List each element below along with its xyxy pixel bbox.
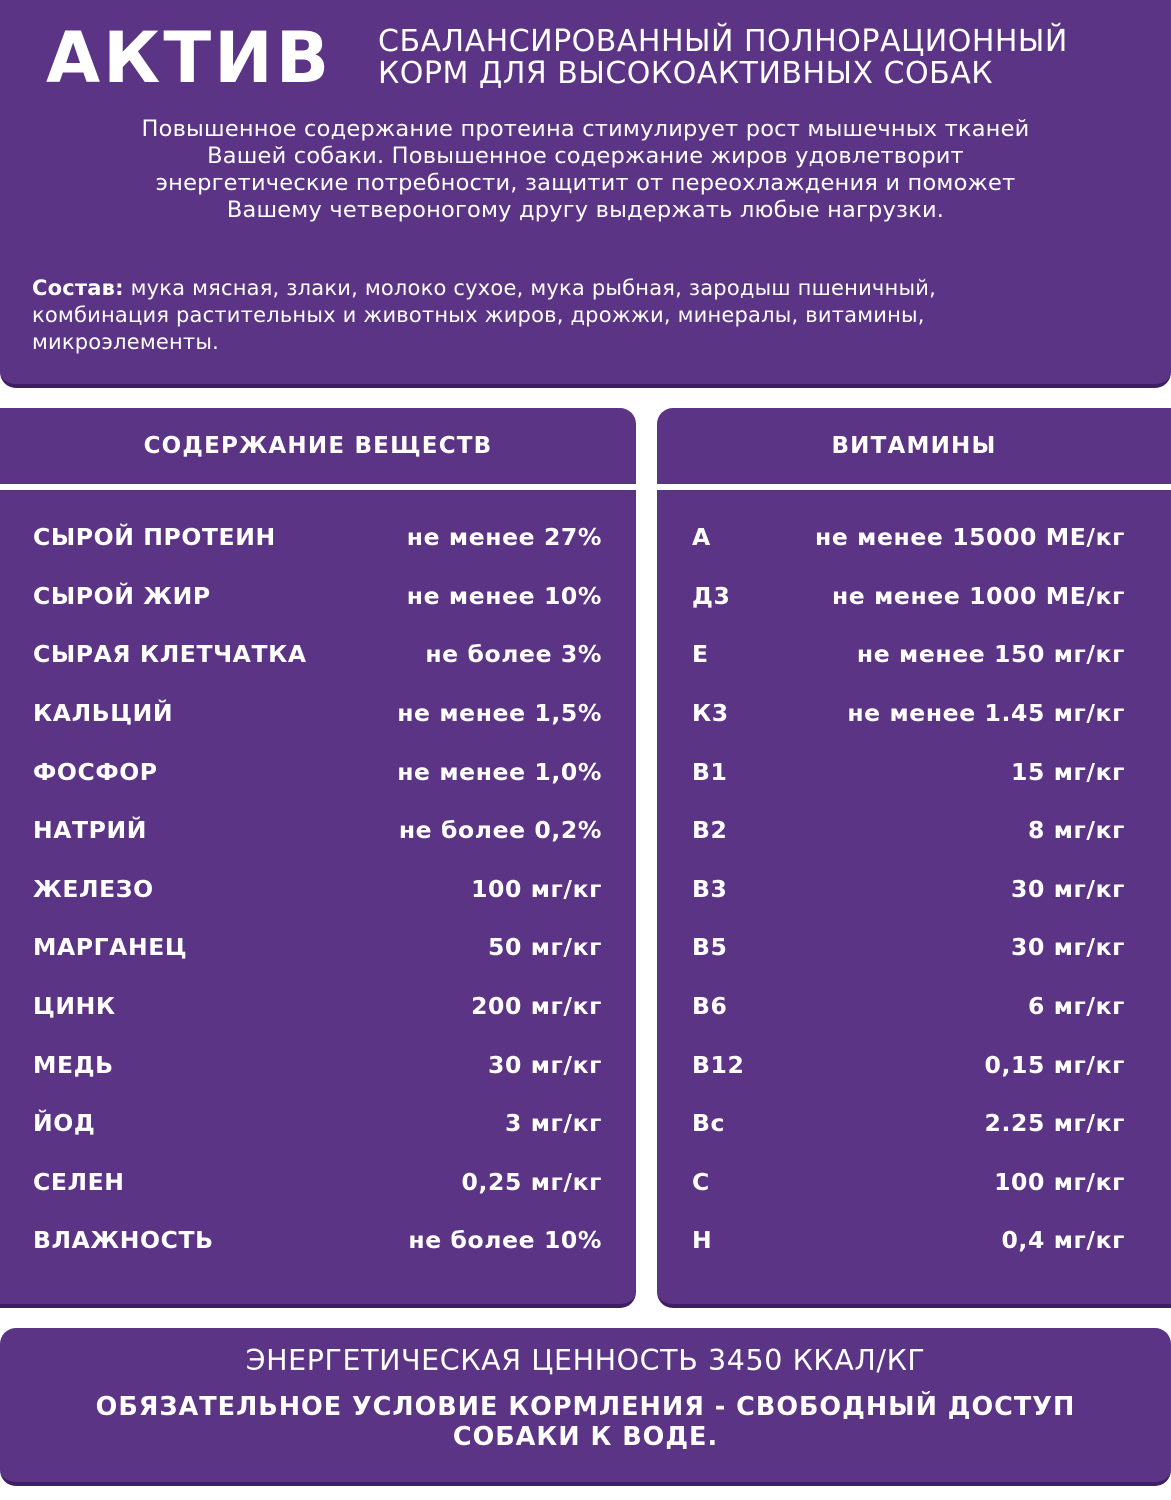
nutrients-panel (0, 408, 636, 1308)
vitamin-name: В3 (692, 874, 728, 903)
vitamin-name: С (692, 1167, 710, 1196)
tagline-line: КОРМ ДЛЯ ВЫСОКОАКТИВНЫХ СОБАК (378, 56, 994, 91)
description-line: энергетические потребности, защитит от переохлаждения и поможет (155, 170, 1016, 196)
vitamin-value: не менее 1.45 мг/кг (847, 699, 1125, 728)
table-row (0, 1153, 636, 1212)
table-row (0, 742, 636, 801)
vitamin-value: не менее 1000 МЕ/кг (831, 581, 1125, 610)
vitamin-value: не менее 150 мг/кг (856, 640, 1125, 669)
table-row (0, 508, 636, 567)
vitamin-value: 2.25 мг/кг (984, 1109, 1125, 1138)
vitamin-value: 30 мг/кг (1011, 933, 1125, 962)
energy-value: ЭНЕРГЕТИЧЕСКАЯ ЦЕННОСТЬ 3450 ККАЛ/КГ (245, 1344, 926, 1377)
nutrient-name: СЫРОЙ ПРОТЕИН (33, 523, 276, 552)
table-row (0, 625, 636, 684)
nutrient-name: ФОСФОР (33, 757, 158, 786)
nutrient-value: не более 10% (408, 1226, 602, 1255)
description-line: Вашей собаки. Повышенное содержание жиров удовлетворит (207, 143, 964, 169)
table-row (0, 1035, 636, 1094)
vitamin-name: А (692, 523, 711, 552)
nutrient-name: НАТРИЙ (33, 816, 148, 845)
vitamins-panel (657, 408, 1171, 1308)
vitamin-name: Е (692, 640, 709, 669)
table-row (657, 801, 1171, 860)
footer-panel (0, 1328, 1171, 1486)
nutrient-value: 30 мг/кг (488, 1050, 602, 1079)
nutrient-value: не более 0,2% (398, 816, 602, 845)
nutrient-value: 200 мг/кг (471, 992, 602, 1021)
table-row (657, 1153, 1171, 1212)
product-description (30, 116, 1141, 224)
vitamin-name: В2 (692, 816, 728, 845)
vitamin-value: 100 мг/кг (994, 1167, 1125, 1196)
vitamin-name: В12 (692, 1050, 745, 1079)
feeding-condition (50, 1392, 1121, 1452)
header-divider (0, 484, 636, 490)
table-row (657, 1211, 1171, 1270)
nutrient-name: СЕЛЕН (33, 1167, 125, 1196)
nutrient-value: не менее 1,5% (397, 699, 602, 728)
tagline-line: СБАЛАНСИРОВАННЫЙ ПОЛНОРАЦИОННЫЙ (378, 24, 1068, 59)
description-line: Повышенное содержание протеина стимулирует рост мышечных тканей (141, 116, 1030, 142)
composition-label: Состав: (32, 276, 124, 300)
vitamin-name: К3 (692, 699, 729, 728)
nutrient-name: ВЛАЖНОСТЬ (33, 1226, 214, 1255)
header-divider (657, 484, 1171, 490)
nutrient-name: МАРГАНЕЦ (33, 933, 188, 962)
condition-line: ОБЯЗАТЕЛЬНОЕ УСЛОВИЕ КОРМЛЕНИЯ - СВОБОДНЫЙ ДОСТУП (95, 1392, 1076, 1422)
table-row (657, 977, 1171, 1036)
table-row (0, 684, 636, 743)
table-row (0, 977, 636, 1036)
vitamin-value: 8 мг/кг (1027, 816, 1125, 845)
nutrient-name: ЖЕЛЕЗО (33, 874, 154, 903)
composition-line: микроэлементы. (32, 330, 220, 354)
table-row (657, 508, 1171, 567)
composition-line: комбинация растительных и животных жиров, дрожжи, минералы, витамины, (32, 303, 925, 327)
vitamin-name: В6 (692, 992, 728, 1021)
table-row (0, 918, 636, 977)
table-row (657, 684, 1171, 743)
header-panel (0, 0, 1171, 388)
nutrient-name: ЙОД (33, 1109, 96, 1138)
vitamin-name: Вс (692, 1109, 726, 1138)
nutrient-name: СЫРАЯ КЛЕТЧАТКА (33, 640, 307, 669)
vitamin-value: 0,4 мг/кг (1001, 1226, 1125, 1255)
vitamin-value: не менее 15000 МЕ/кг (815, 523, 1125, 552)
table-row (0, 567, 636, 626)
nutrients-table (0, 508, 636, 1270)
nutrient-name: СЫРОЙ ЖИР (33, 581, 211, 610)
nutrient-value: 0,25 мг/кг (461, 1167, 602, 1196)
vitamin-name: Н (692, 1226, 713, 1255)
composition-line (32, 275, 1132, 302)
table-row (0, 1211, 636, 1270)
table-row (657, 860, 1171, 919)
vitamin-name: Д3 (692, 581, 731, 610)
composition-text: мука мясная, злаки, молоко сухое, мука рыбная, зародыш пшеничный, (123, 276, 936, 300)
vitamin-value: 15 мг/кг (1011, 757, 1125, 786)
nutrients-title: СОДЕРЖАНИЕ ВЕЩЕСТВ (143, 433, 493, 459)
nutrient-value: не менее 27% (406, 523, 602, 552)
nutrient-value: не более 3% (425, 640, 602, 669)
vitamins-title: ВИТАМИНЫ (831, 433, 997, 459)
nutrient-value: 50 мг/кг (488, 933, 602, 962)
composition (32, 275, 1132, 356)
table-row (657, 742, 1171, 801)
vitamin-value: 6 мг/кг (1027, 992, 1125, 1021)
table-row (0, 860, 636, 919)
nutrient-name: ЦИНК (33, 992, 116, 1021)
nutrient-value: не менее 1,0% (397, 757, 602, 786)
table-row (657, 625, 1171, 684)
table-row (657, 918, 1171, 977)
nutrient-value: 100 мг/кг (471, 874, 602, 903)
nutrient-name: КАЛЬЦИЙ (33, 699, 174, 728)
table-row (657, 1094, 1171, 1153)
nutrient-name: МЕДЬ (33, 1050, 114, 1079)
vitamin-name: В5 (692, 933, 728, 962)
table-row (0, 801, 636, 860)
nutrient-value: 3 мг/кг (504, 1109, 602, 1138)
vitamin-value: 30 мг/кг (1011, 874, 1125, 903)
vitamin-value: 0,15 мг/кг (984, 1050, 1125, 1079)
condition-line: СОБАКИ К ВОДЕ. (452, 1422, 719, 1452)
tagline (378, 26, 1068, 90)
vitamins-table (657, 508, 1171, 1270)
nutrient-value: не менее 10% (406, 581, 602, 610)
description-line: Вашему четвероногому другу выдержать любые нагрузки. (226, 197, 945, 223)
vitamin-name: В1 (692, 757, 728, 786)
table-row (0, 1094, 636, 1153)
table-row (657, 567, 1171, 626)
table-row (657, 1035, 1171, 1094)
brand-title: АКТИВ (46, 17, 333, 99)
